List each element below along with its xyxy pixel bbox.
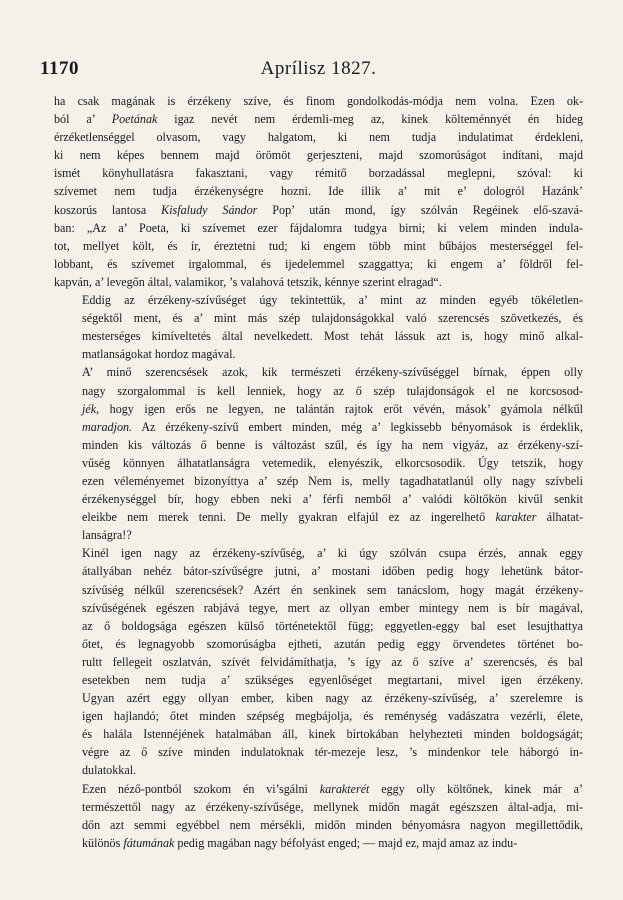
- text-run: lobbant, és szívemet irgalommal, és ijedelemmel szaggattya; ki engem a’ földről fel-: [54, 256, 583, 271]
- text-run: dulatokkal.: [82, 763, 137, 778]
- text-run: matlanságokat hordoz magával.: [82, 347, 236, 362]
- text-run: Kinél igen nagy az érzékeny-szívűség, a’ ki úgy szólván csupa érzés, annak eggy: [82, 546, 583, 561]
- text-run: kapván, a’ levegőn által, valamikor, ’s valahová tetszik, kénnye szerint elragad“.: [54, 274, 442, 289]
- body-text: [54, 92, 583, 852]
- text-run: lanságra!?: [82, 528, 132, 543]
- page-number: 1170: [40, 58, 79, 79]
- paragraph: [54, 544, 583, 779]
- italic-text: jék: [82, 401, 97, 416]
- text-run: Az érzékeny-szívű embert minden, még a’ legkissebb bényomások is érdeklik,: [132, 419, 583, 434]
- text-line: [54, 255, 583, 273]
- text-line: [54, 382, 583, 400]
- text-run: minden kis változás ő benne is változást szűl, és így ha nem vigyáz, az érzékeny-szí-: [82, 437, 583, 452]
- text-line: [54, 309, 583, 327]
- text-run: az ő boldogsága egészen külső történetektől függ; eggyetlen-eggy bal eset lesujthattya: [82, 618, 583, 633]
- text-run: esetekben nem tudja a’ szükséges egyenlőséget megtartani, mivel igen érzékeny.: [82, 673, 583, 687]
- text-run: igaz nevét nem érdemli-meg az, kinek költeménnyét én hideg: [157, 112, 583, 127]
- text-run: szívemet nem tudja érzékenységre hozni. Ide illik a’ mit e’ dologról Hazánk’: [54, 184, 583, 199]
- text-line: [54, 327, 583, 345]
- text-line: [54, 436, 583, 454]
- text-line: [54, 671, 583, 689]
- paragraph: [54, 780, 583, 852]
- text-line: [54, 182, 583, 200]
- text-run: ségektől ment, és a’ mint más szép tulajdonságokkal való szerencsés szövetkezés, és: [82, 311, 583, 326]
- text-line: [54, 834, 583, 852]
- text-line: [54, 635, 583, 653]
- text-line: [54, 562, 583, 580]
- text-line: [54, 219, 583, 237]
- text-line: [54, 454, 583, 472]
- text-run: Pop’ után mond, így szólván Regéinek elő-szavá-: [257, 202, 583, 217]
- text-run: Ugyan azért eggy ollyan ember, kiben nagy az érzékeny-szívűség, a’ szerelemre is: [82, 691, 583, 706]
- text-line: [54, 798, 583, 816]
- text-line: [54, 761, 583, 779]
- italic-text: maradjon.: [82, 419, 133, 434]
- text-run: ki nem képes bennem majd örömöt gerjeszteni, majd szomorúságot indítani, majd: [54, 148, 583, 163]
- text-run: A’ minő szerencsések azok, kik természeti érzékeny-szívűséggel bírnak, éppen olly: [82, 365, 583, 380]
- text-run: tot, mellyet költ, és ír, éreztetni tud; ki engem több mint bűbájos mesterséggel fel-: [54, 238, 583, 253]
- paragraph: [54, 92, 583, 291]
- text-line: [54, 400, 583, 418]
- text-line: [54, 146, 583, 164]
- text-line: [54, 291, 583, 309]
- text-line: [54, 725, 583, 743]
- italic-text: fátumának: [123, 835, 175, 850]
- text-run: különös: [82, 835, 124, 850]
- italic-text: karakter: [495, 510, 537, 525]
- text-line: [54, 472, 583, 490]
- text-line: [54, 780, 583, 798]
- text-line: [54, 201, 583, 219]
- text-run: ezen véleményemet bizonyíttya a’ szép Nem is, melly tagadhatatlanúl olly nagy szívbeli: [82, 473, 583, 488]
- text-run: és halála Istennéjének hatalmában áll, kinek birtokában helyhezteti minden boldogságát;: [82, 727, 583, 742]
- text-run: igen hajlandó; őtet minden szépség megbájolja, és reménység vadászatra vezérli, élete,: [82, 709, 583, 724]
- text-line: [54, 164, 583, 182]
- text-line: [54, 490, 583, 508]
- text-line: [54, 92, 583, 110]
- text-run: átallyában nehéz bátor-szívűségre jutni, a’ mostani időben pedig hogy lehetünk bátor-: [82, 564, 583, 579]
- text-run: , hogy igen erős ne legyen, ne talántán rajtok erőt vévén, mások’ gyámola nélkűl: [96, 401, 583, 416]
- text-run: ban: „Az a’ Poeta, ki szívemet ezer fájdalomra tudgya birni; ki velem minden indula-: [54, 220, 583, 235]
- text-line: [54, 743, 583, 761]
- text-line: [54, 418, 583, 436]
- text-line: [54, 653, 583, 671]
- italic-text: karakterét: [319, 781, 370, 796]
- text-run: ból a’: [54, 112, 112, 127]
- text-run: ha csak magának is érzékeny szíve, és finom gondolkodás-módja nem volna. Ezen ok-: [54, 94, 583, 108]
- text-run: érzékenységgel bír, hogy ebben neki a’ férfi nemből a’ valódi költőkön kivűl senkit: [82, 492, 583, 507]
- italic-text: Kisfaludy Sándor: [161, 202, 258, 217]
- text-line: [54, 544, 583, 562]
- page-header: [40, 58, 583, 84]
- text-run: ismét könyhullatásra fakasztani, vagy rémitő borzadással meglepni, szóval: ki: [54, 166, 583, 181]
- text-line: [54, 707, 583, 725]
- text-line: [54, 363, 583, 381]
- text-line: [54, 599, 583, 617]
- paragraph: [54, 291, 583, 363]
- text-run: vűség könnyen álhatatlanságra vetemedik, elenyészik, elkorcsosodik. Úgy tetszik, hogy: [82, 455, 583, 470]
- italic-text: Poetának: [111, 112, 158, 127]
- running-title: Aprílisz 1827.: [260, 58, 377, 79]
- text-run: végre az ő szíve minden indulatoknak tér-mezeje lesz, ’s mindenkor tele háborgó in-: [82, 745, 583, 760]
- text-run: Eddig az érzékeny-szívűséget úgy tekintettük, a’ mint az minden egyéb tökéletlen-: [82, 293, 583, 308]
- text-run: érzéketlenséggel olvasom, vagy halgatom, ki nem tudja indulatimat érdekleni,: [54, 130, 583, 145]
- paragraph: [54, 363, 583, 544]
- text-line: [54, 508, 583, 526]
- text-run: rultt fellegeit oszlatván, szívét felvidámíthatja, ’s így az ő szíve a’ szerencsés, és bal: [82, 654, 583, 669]
- text-line: [54, 110, 583, 128]
- text-line: [54, 128, 583, 146]
- text-line: [54, 617, 583, 635]
- text-run: álhatat-: [536, 510, 583, 525]
- text-run: Ezen néző-pontból szokom én vi’sgálni: [82, 781, 320, 796]
- text-line: [54, 345, 583, 363]
- text-line: [54, 689, 583, 707]
- text-run: eleikbe nem merek tenni. De melly gyakran elfajúl ez az ingerelhető: [82, 510, 496, 525]
- text-run: pedig magában nagy béfolyást enged; — majd ez, majd amaz az indu-: [174, 835, 518, 850]
- text-line: [54, 581, 583, 599]
- text-line: [54, 237, 583, 255]
- text-run: nagy szorgalommal is kell lenniek, hogy az ő szép tulajdonságok el ne korcsosod-: [82, 383, 583, 398]
- text-line: [54, 273, 583, 291]
- text-run: mesterséges kimíveltetés által nevelkedett. Most tehát lássuk azt is, hogy minő alkal-: [82, 329, 583, 344]
- text-run: koszorús lantosa: [54, 202, 162, 217]
- text-run: szívűségének egészen rabjává tegye, mert az ollyan ember mintegy nem is bír magával,: [82, 600, 583, 615]
- text-run: természettől nagy az érzékeny-szívűsége, mellynek midőn magát egészszen által-adja, mi-: [82, 799, 583, 814]
- text-run: szívűség nélkűl szerencsések? Azért én senkinek sem tanácslom, hogy magát érzékeny-: [82, 582, 583, 597]
- text-line: [54, 816, 583, 834]
- text-run: őtet, és legnagyobb szomorúságba ejtheti, azután pedig eggy örvendetes történet bo-: [82, 636, 583, 651]
- text-run: eggy olly költőnek, kinek már a’: [369, 781, 584, 796]
- text-line: [54, 526, 583, 544]
- text-run: dőn azt semmi egyébbel nem mérsékli, midőn minden bényomásra nagyon megillettődik,: [82, 817, 583, 832]
